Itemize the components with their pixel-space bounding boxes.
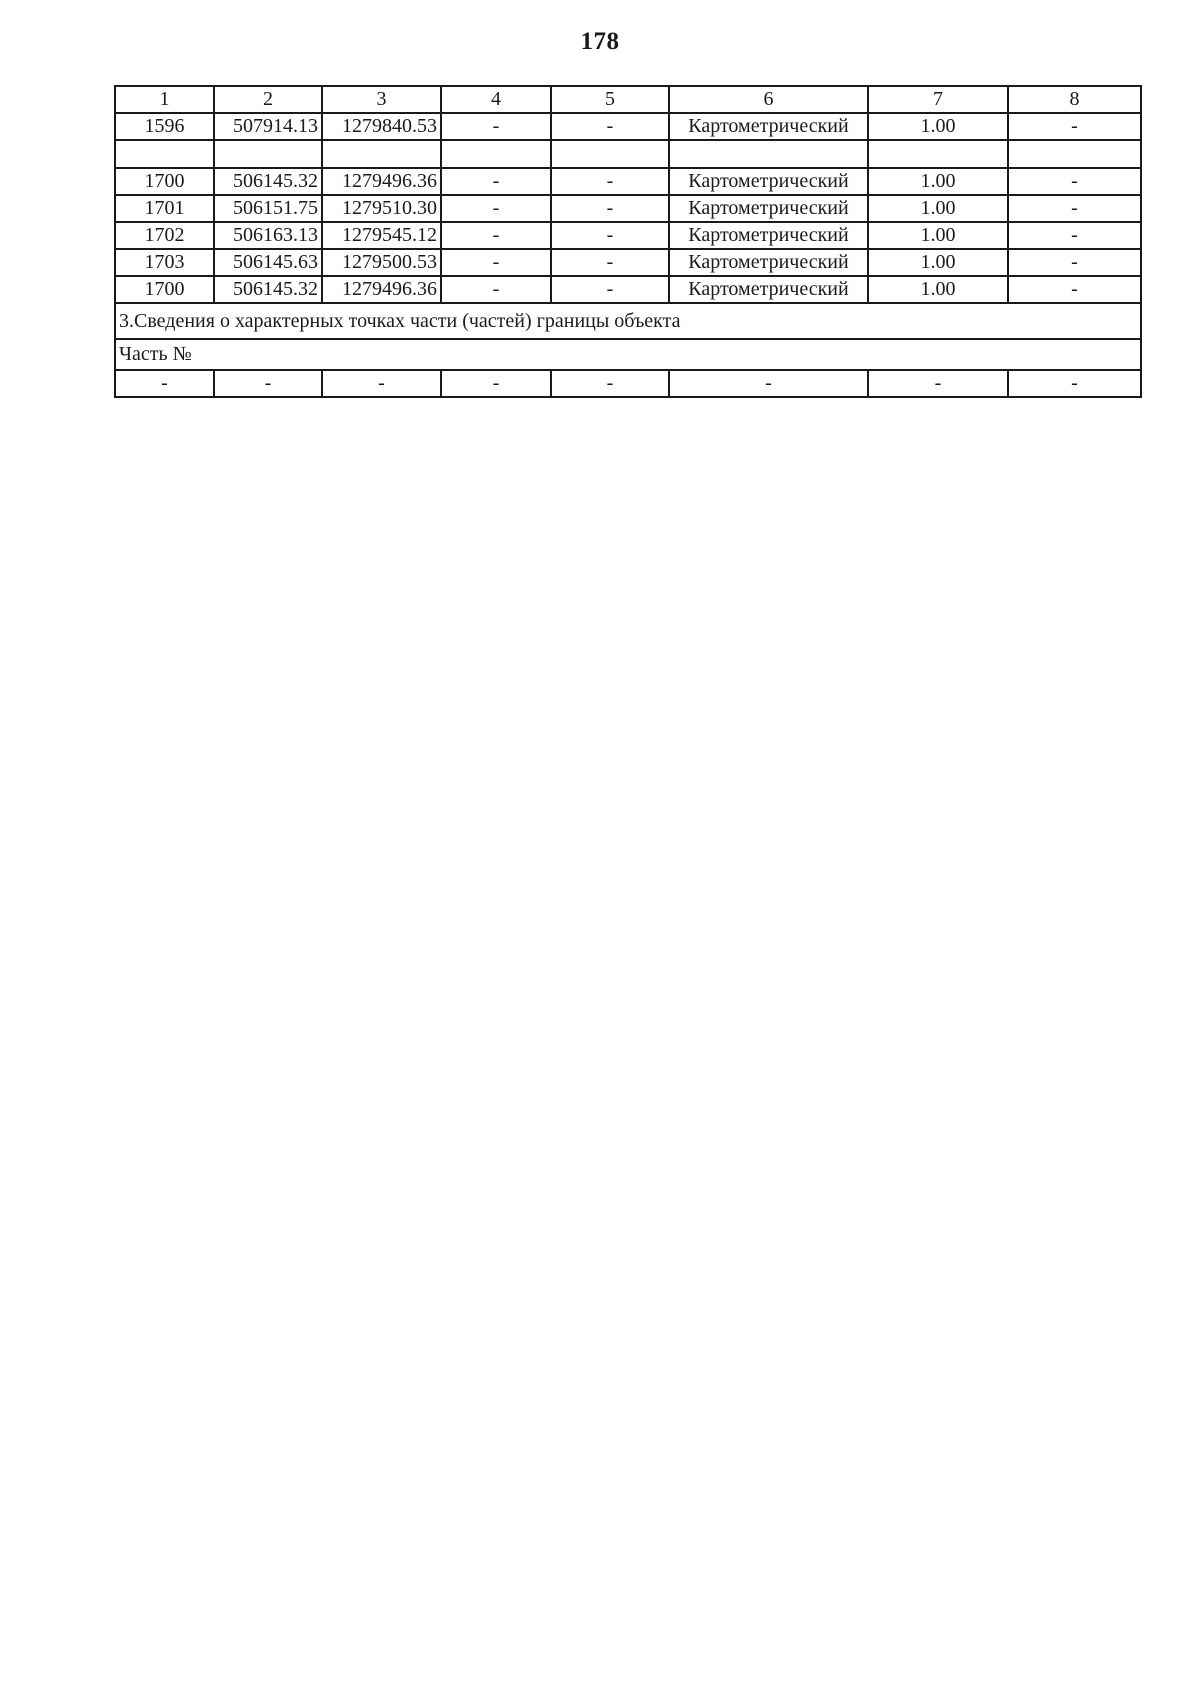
cell: - — [441, 222, 551, 249]
cell: - — [322, 370, 441, 397]
x-coordinate-cell: 506145.63 — [214, 249, 322, 276]
table-header-row — [115, 86, 1141, 113]
method-cell: Картометрический — [669, 222, 868, 249]
column-header: 5 — [551, 86, 669, 113]
cell: - — [1008, 195, 1141, 222]
part-label-row — [115, 339, 1141, 370]
cell: - — [551, 249, 669, 276]
x-coordinate-cell: 506145.32 — [214, 168, 322, 195]
x-coordinate-cell: 506151.75 — [214, 195, 322, 222]
x-coordinate-cell: 507914.13 — [214, 113, 322, 140]
table-row — [115, 113, 1141, 140]
point-number-cell: 1701 — [115, 195, 214, 222]
cell: - — [214, 370, 322, 397]
cell: - — [551, 113, 669, 140]
column-header: 4 — [441, 86, 551, 113]
cell: - — [1008, 113, 1141, 140]
method-cell: Картометрический — [669, 113, 868, 140]
method-cell: Картометрический — [669, 195, 868, 222]
accuracy-cell: 1.00 — [868, 276, 1008, 303]
empty-cell — [115, 140, 214, 168]
cell: - — [441, 249, 551, 276]
cell: - — [1008, 276, 1141, 303]
cell: - — [1008, 168, 1141, 195]
empty-cell — [214, 140, 322, 168]
cell: - — [441, 370, 551, 397]
empty-cell — [868, 140, 1008, 168]
table-row — [115, 222, 1141, 249]
point-number-cell: 1596 — [115, 113, 214, 140]
cell: - — [551, 276, 669, 303]
cell: - — [551, 195, 669, 222]
cell: - — [1008, 222, 1141, 249]
empty-cell — [441, 140, 551, 168]
method-cell: Картометрический — [669, 249, 868, 276]
y-coordinate-cell: 1279545.12 — [322, 222, 441, 249]
cell: - — [868, 370, 1008, 397]
accuracy-cell: 1.00 — [868, 222, 1008, 249]
table-row — [115, 168, 1141, 195]
y-coordinate-cell: 1279496.36 — [322, 168, 441, 195]
empty-cell — [1008, 140, 1141, 168]
cell: - — [551, 222, 669, 249]
y-coordinate-cell: 1279510.30 — [322, 195, 441, 222]
cell: - — [441, 276, 551, 303]
table-row — [115, 370, 1141, 397]
column-header: 6 — [669, 86, 868, 113]
point-number-cell: 1700 — [115, 168, 214, 195]
y-coordinate-cell: 1279500.53 — [322, 249, 441, 276]
accuracy-cell: 1.00 — [868, 168, 1008, 195]
section-title-row — [115, 303, 1141, 339]
cell: - — [441, 113, 551, 140]
cell: - — [669, 370, 868, 397]
column-header: 7 — [868, 86, 1008, 113]
y-coordinate-cell: 1279496.36 — [322, 276, 441, 303]
point-number-cell: 1702 — [115, 222, 214, 249]
cell: - — [551, 168, 669, 195]
method-cell: Картометрический — [669, 276, 868, 303]
empty-table-row — [115, 140, 1141, 168]
column-header: 8 — [1008, 86, 1141, 113]
x-coordinate-cell: 506163.13 — [214, 222, 322, 249]
method-cell: Картометрический — [669, 168, 868, 195]
cell: - — [115, 370, 214, 397]
table-row — [115, 195, 1141, 222]
cell: - — [551, 370, 669, 397]
accuracy-cell: 1.00 — [868, 113, 1008, 140]
column-header: 1 — [115, 86, 214, 113]
point-number-cell: 1700 — [115, 276, 214, 303]
x-coordinate-cell: 506145.32 — [214, 276, 322, 303]
table-row — [115, 249, 1141, 276]
part-label: Часть № — [115, 339, 1141, 370]
accuracy-cell: 1.00 — [868, 195, 1008, 222]
page-number: 178 — [580, 28, 620, 55]
accuracy-cell: 1.00 — [868, 249, 1008, 276]
empty-cell — [322, 140, 441, 168]
cell: - — [441, 195, 551, 222]
cell: - — [1008, 249, 1141, 276]
table-row — [115, 276, 1141, 303]
point-number-cell: 1703 — [115, 249, 214, 276]
column-header: 3 — [322, 86, 441, 113]
section-title: 3.Сведения о характерных точках части (частей) границы объекта — [115, 303, 1141, 339]
empty-cell — [669, 140, 868, 168]
empty-cell — [551, 140, 669, 168]
column-header: 2 — [214, 86, 322, 113]
cell: - — [441, 168, 551, 195]
boundary-points-table — [114, 85, 1142, 398]
cell: - — [1008, 370, 1141, 397]
y-coordinate-cell: 1279840.53 — [322, 113, 441, 140]
